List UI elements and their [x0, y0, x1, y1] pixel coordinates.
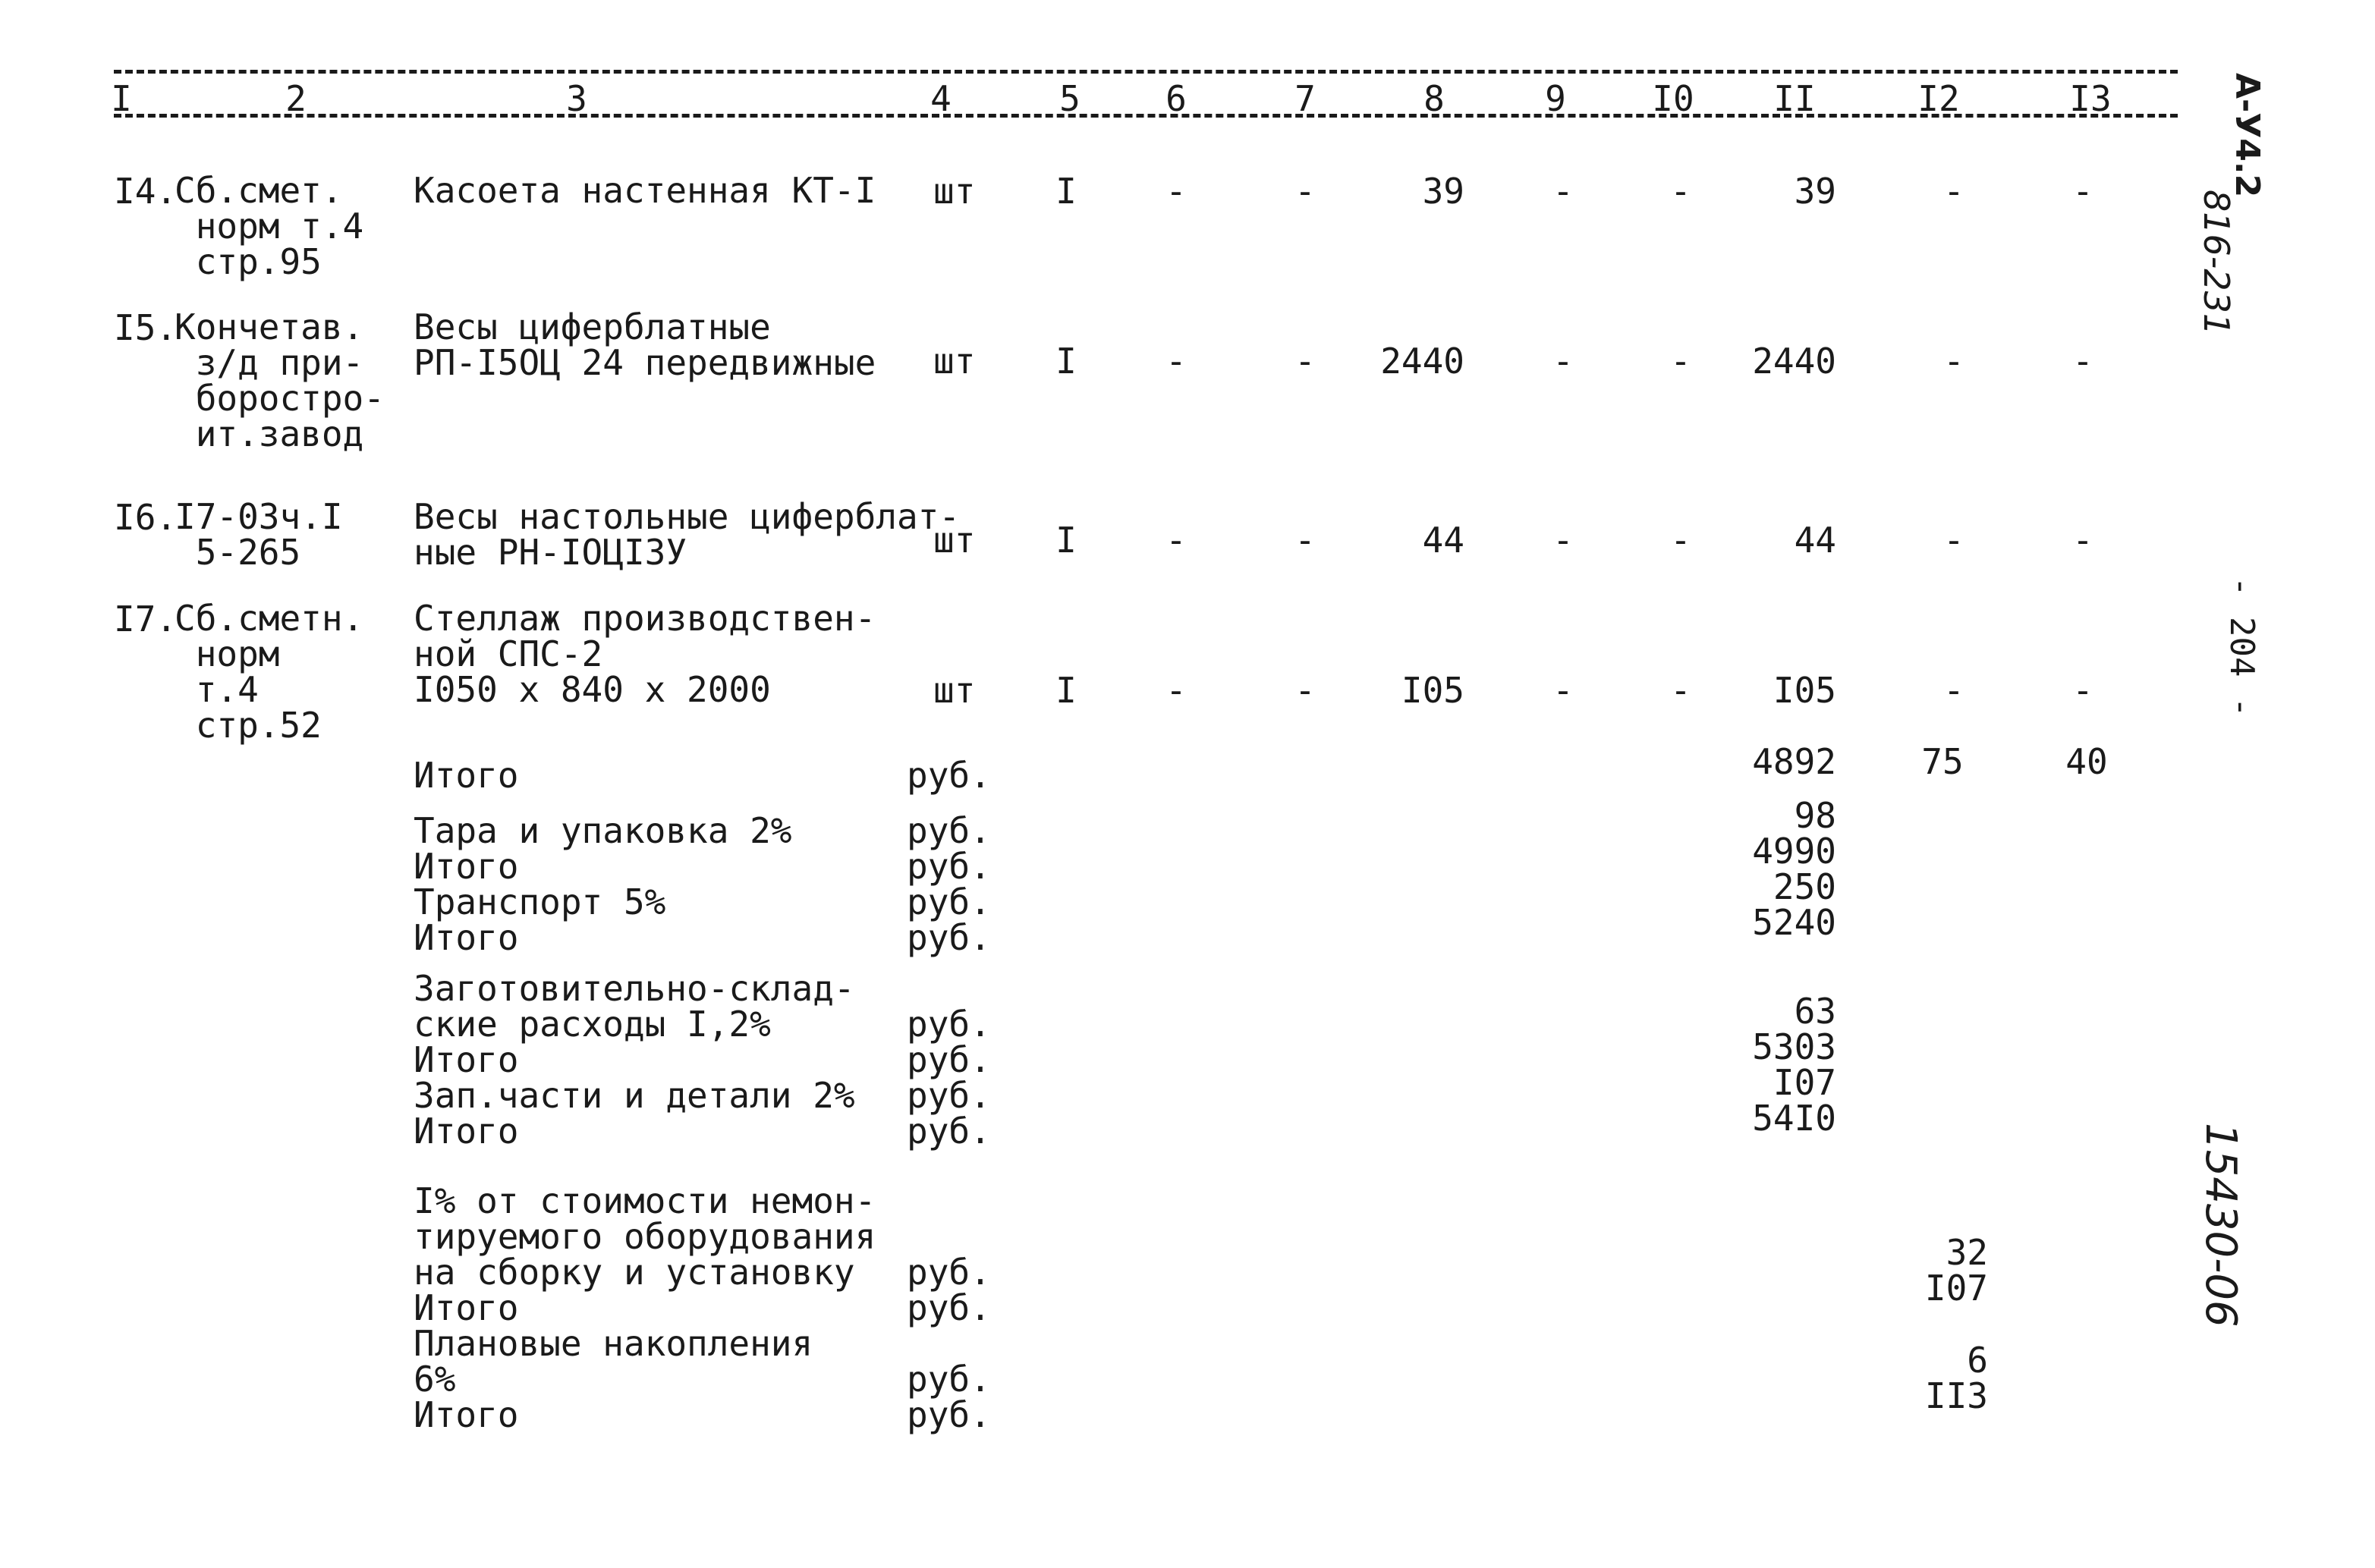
row-col12: -	[1943, 341, 1964, 382]
row-col7: -	[1294, 341, 1316, 382]
row-col9: -	[1552, 171, 1574, 212]
row-source: Сб.смет. норм т.4 стр.95	[175, 170, 364, 282]
row-col10: -	[1670, 520, 1691, 561]
row-col13: -	[2072, 341, 2093, 382]
row-col9: -	[1552, 670, 1574, 711]
totals-col12: 6 II3	[1924, 1340, 1988, 1416]
row-name: Стеллаж производствен- ной СПС-2 I050 x 840 x 2000	[414, 598, 876, 710]
row-col13: -	[2072, 171, 2093, 212]
header-col-8: 8	[1423, 78, 1445, 119]
row-col11: I05	[1773, 670, 1836, 711]
totals-col11: 4892	[1752, 741, 1836, 782]
row-number: I5.	[114, 307, 178, 348]
row-qty: I	[1055, 171, 1077, 212]
row-col12: -	[1943, 171, 1964, 212]
row-col12: -	[1943, 670, 1964, 711]
header-col-5: 5	[1059, 78, 1081, 119]
totals-col13: 40	[2065, 741, 2108, 782]
header-col-9: 9	[1545, 78, 1566, 119]
header-col-2: 2	[285, 78, 307, 119]
totals-units: руб. руб. руб. руб.	[907, 1004, 991, 1152]
totals-unit: руб.	[907, 755, 991, 796]
row-source: Кончетав. з/д при- боростро- ит.завод	[175, 306, 385, 454]
header-col-11: II	[1773, 78, 1816, 119]
row-col8: 44	[1422, 520, 1464, 561]
header-col-3: 3	[566, 78, 587, 119]
row-number: I4.	[114, 171, 178, 212]
header-top-rule	[114, 70, 2178, 74]
totals-label: Итого	[414, 755, 519, 796]
row-unit: шт	[933, 520, 976, 561]
header-col-13: I3	[2069, 78, 2112, 119]
header-col-12: I2	[1917, 78, 1960, 119]
row-col9: -	[1552, 520, 1574, 561]
margin-project-number: 816-231	[2196, 190, 2237, 336]
row-qty: I	[1055, 520, 1077, 561]
row-col7: -	[1294, 670, 1316, 711]
totals-units: руб. руб.	[907, 1359, 991, 1435]
row-col10: -	[1670, 341, 1691, 382]
row-col9: -	[1552, 341, 1574, 382]
totals-col12: 75	[1921, 741, 1964, 782]
totals-labels: Тара и упаковка 2% Итого Транспорт 5% Итого	[414, 810, 792, 958]
row-col11: 2440	[1752, 341, 1836, 382]
row-col7: -	[1294, 520, 1316, 561]
row-col11: 44	[1794, 520, 1836, 561]
row-qty: I	[1055, 670, 1077, 711]
row-col6: -	[1165, 520, 1187, 561]
row-col12: -	[1943, 520, 1964, 561]
row-unit: шт	[933, 670, 976, 711]
margin-code: А-У4.2	[2228, 73, 2266, 198]
header-col-4: 4	[930, 78, 952, 119]
totals-units: руб. руб. руб. руб.	[907, 810, 991, 958]
margin-page-number: - 204 -	[2222, 577, 2261, 718]
row-col11: 39	[1794, 171, 1836, 212]
row-name: Весы циферблатные РП-I5ОЦ 24 передвижные	[414, 306, 876, 383]
row-name: Весы настольные циферблат- ные РН-IОЦI3У	[414, 496, 961, 573]
row-col10: -	[1670, 670, 1691, 711]
row-col6: -	[1165, 171, 1187, 212]
row-col8: I05	[1401, 670, 1464, 711]
header-bottom-rule	[114, 114, 2178, 118]
header-col-10: I0	[1652, 78, 1694, 119]
totals-units: руб. руб.	[907, 1252, 991, 1328]
header-col-7: 7	[1294, 78, 1316, 119]
row-col7: -	[1294, 171, 1316, 212]
totals-col11: 98 4990 250 5240	[1752, 795, 1836, 943]
row-name: Касоета настенная КТ-I	[414, 170, 876, 211]
row-unit: шт	[933, 341, 976, 382]
row-col8: 39	[1422, 171, 1464, 212]
header-col-1: I	[111, 78, 132, 119]
row-col13: -	[2072, 520, 2093, 561]
row-col8: 2440	[1380, 341, 1464, 382]
row-unit: шт	[933, 171, 976, 212]
totals-labels: I% от стоимости немон- тируемого оборудования на сборку и установку Итого Плановые накопления 6% Итого	[414, 1180, 876, 1435]
row-number: I6.	[114, 497, 178, 538]
row-source: Сб.сметн. норм т.4 стр.52	[175, 598, 364, 746]
margin-stamp: 15430-06	[2196, 1123, 2245, 1328]
row-col10: -	[1670, 171, 1691, 212]
row-qty: I	[1055, 341, 1077, 382]
totals-col12: 32 I07	[1924, 1232, 1988, 1309]
totals-labels: Заготовительно-склад- ские расходы I,2% Итого Зап.части и детали 2% Итого	[414, 968, 855, 1152]
header-col-6: 6	[1165, 78, 1187, 119]
row-col6: -	[1165, 670, 1187, 711]
totals-col11: 63 5303 I07 54I0	[1752, 991, 1836, 1139]
row-col13: -	[2072, 670, 2093, 711]
row-col6: -	[1165, 341, 1187, 382]
row-number: I7.	[114, 599, 178, 639]
row-source: I7-03ч.I 5-265	[175, 496, 343, 573]
